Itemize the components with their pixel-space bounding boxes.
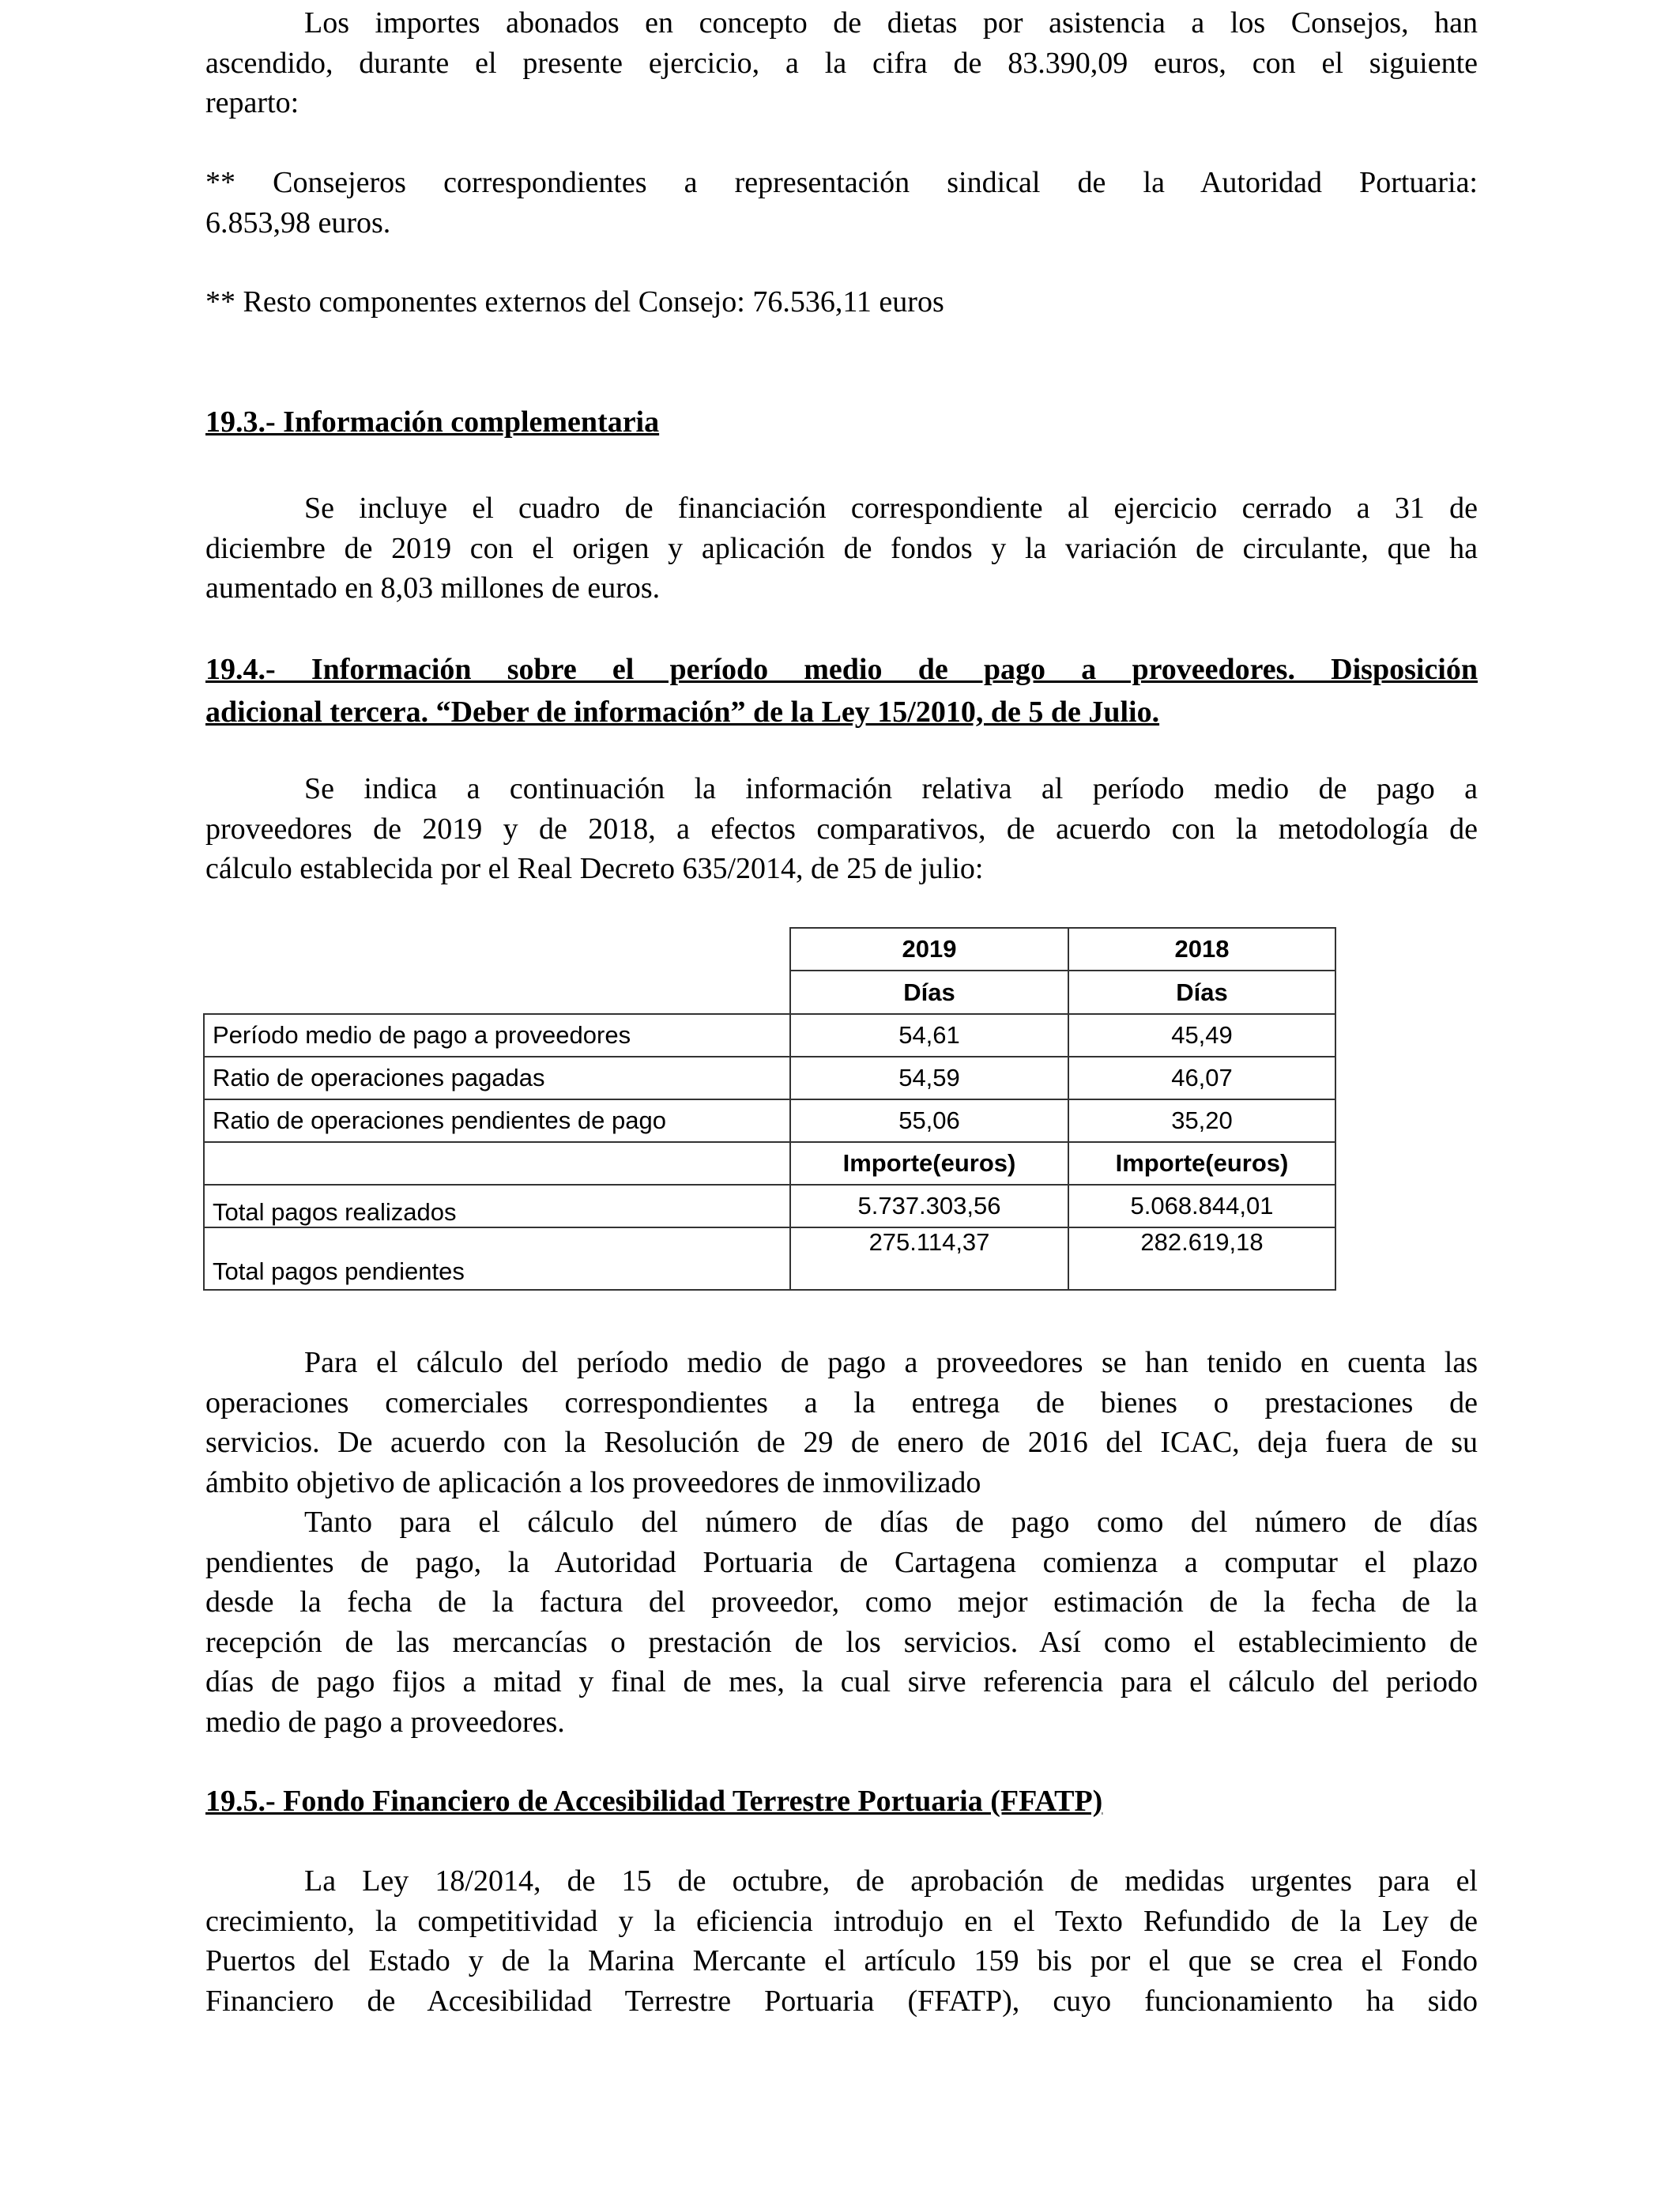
- header-unit-days: Días: [790, 971, 1068, 1014]
- cell-2018: 5.068.844,01: [1068, 1185, 1335, 1227]
- text-line: Puertos del Estado y de la Marina Mercante el artículo 159 bis por el que se crea el Fondo: [205, 1944, 1478, 1977]
- paragraph-ley-18-2014: [205, 1861, 1478, 2021]
- text-line: 6.853,98 euros.: [205, 205, 391, 239]
- heading-19-5: [205, 1781, 1478, 1822]
- paragraph-calculo-periodo: [205, 1343, 1478, 1502]
- cell-2019: 54,61: [790, 1014, 1068, 1057]
- heading-19-3: [205, 402, 1478, 443]
- text-line: Se indica a continuación la información relativa al período medio de pago a: [304, 772, 1478, 805]
- text-line: Financiero de Accesibilidad Terrestre Portuaria (FFATP), cuyo funcionamiento ha sido: [205, 1984, 1478, 2018]
- text-line: reparto:: [205, 86, 299, 119]
- row-label: Período medio de pago a proveedores: [204, 1014, 790, 1057]
- text-line: Los importes abonados en concepto de dietas por asistencia a los Consejos, han: [304, 6, 1478, 40]
- section-heading: 19.4.- Información sobre el período medio de pago a proveedores. Disposición: [205, 653, 1478, 686]
- header-year-2019: 2019: [790, 928, 1068, 971]
- header-year-2018: 2018: [1068, 928, 1335, 971]
- cell-2018: 282.619,18: [1068, 1227, 1335, 1290]
- table-row: [204, 1057, 1335, 1099]
- cell-2018: 35,20: [1068, 1099, 1335, 1142]
- heading-19-4: [205, 648, 1478, 733]
- paragraph-dietas: [205, 3, 1478, 123]
- text-line: ** Consejeros correspondientes a representación sindical de la Autoridad Portuaria:: [205, 166, 1478, 199]
- section-heading: adicional tercera. “Deber de información” de la Ley 15/2010, de 5 de Julio.: [205, 696, 1160, 729]
- cell-2018: 46,07: [1068, 1057, 1335, 1099]
- header-unit-amount: Importe(euros): [790, 1142, 1068, 1185]
- table-row: [204, 1142, 1335, 1185]
- cell-2019: 55,06: [790, 1099, 1068, 1142]
- payment-period-table: [203, 927, 1336, 1291]
- header-unit-amount: Importe(euros): [1068, 1142, 1335, 1185]
- header-unit-days: Días: [1068, 971, 1335, 1014]
- text-line: desde la fecha de la factura del proveedor, como mejor estimación de la fecha de la: [205, 1585, 1478, 1619]
- paragraph-cuadro-financiacion: [205, 488, 1478, 609]
- text-line: Tanto para el cálculo del número de días de pago como del número de días: [304, 1506, 1478, 1539]
- text-line: Se incluye el cuadro de financiación correspondiente al ejercicio cerrado a 31 de: [304, 492, 1478, 525]
- row-label: Total pagos pendientes: [204, 1227, 790, 1290]
- cell-2018: 45,49: [1068, 1014, 1335, 1057]
- text-line: aumentado en 8,03 millones de euros.: [205, 571, 661, 605]
- text-line: ámbito objetivo de aplicación a los proveedores de inmovilizado: [205, 1465, 981, 1499]
- text-line: diciembre de 2019 con el origen y aplicación de fondos y la variación de circulante, que ha: [205, 531, 1478, 565]
- text-line: cálculo establecida por el Real Decreto 635/2014, de 25 de julio:: [205, 852, 984, 885]
- table-row: [204, 1099, 1335, 1142]
- table-row: [204, 1185, 1335, 1227]
- row-label: Total pagos realizados: [204, 1185, 790, 1227]
- text-line: operaciones comerciales correspondientes a la entrega de bienes o prestaciones de: [205, 1385, 1478, 1419]
- text-line: medio de pago a proveedores.: [205, 1705, 565, 1739]
- paragraph-dias-pago: [205, 1502, 1478, 1742]
- text-line: días de pago fijos a mitad y final de mes, la cual sirve referencia para el cálculo del periodo: [205, 1665, 1478, 1698]
- text-line: La Ley 18/2014, de 15 de octubre, de aprobación de medidas urgentes para el: [304, 1864, 1478, 1898]
- text-line: proveedores de 2019 y de 2018, a efectos comparativos, de acuerdo con la metodología de: [205, 812, 1478, 846]
- text-line: servicios. De acuerdo con la Resolución de 29 de enero de 2016 del ICAC, deja fuera de su: [205, 1426, 1478, 1459]
- cell-2019: 275.114,37: [790, 1227, 1068, 1290]
- table-row: [204, 1227, 1335, 1290]
- row-label: Ratio de operaciones pagadas: [204, 1057, 790, 1099]
- section-heading: 19.3.- Información complementaria: [205, 405, 660, 439]
- paragraph-consejeros-sindical: [205, 163, 1478, 243]
- table-row: [204, 1014, 1335, 1057]
- cell-2019: 5.737.303,56: [790, 1185, 1068, 1227]
- text-line: ** Resto componentes externos del Consejo: 76.536,11 euros: [205, 285, 944, 319]
- row-label: Ratio de operaciones pendientes de pago: [204, 1099, 790, 1142]
- text-line: recepción de las mercancías o prestación de los servicios. Así como el establecimiento de: [205, 1625, 1478, 1659]
- text-line: ascendido, durante el presente ejercicio, a la cifra de 83.390,09 euros, con el siguiente: [205, 46, 1478, 80]
- paragraph-resto-componentes: [205, 282, 1478, 322]
- paragraph-periodo-medio-intro: [205, 769, 1478, 889]
- text-line: crecimiento, la competitividad y la eficiencia introdujo en el Texto Refundido de la Ley de: [205, 1904, 1478, 1938]
- section-heading: 19.5.- Fondo Financiero de Accesibilidad Terrestre Portuaria (FFATP): [205, 1785, 1103, 1818]
- text-line: Para el cálculo del período medio de pago a proveedores se han tenido en cuenta las: [304, 1346, 1478, 1379]
- cell-2019: 54,59: [790, 1057, 1068, 1099]
- text-line: pendientes de pago, la Autoridad Portuaria de Cartagena comienza a computar el plazo: [205, 1545, 1478, 1579]
